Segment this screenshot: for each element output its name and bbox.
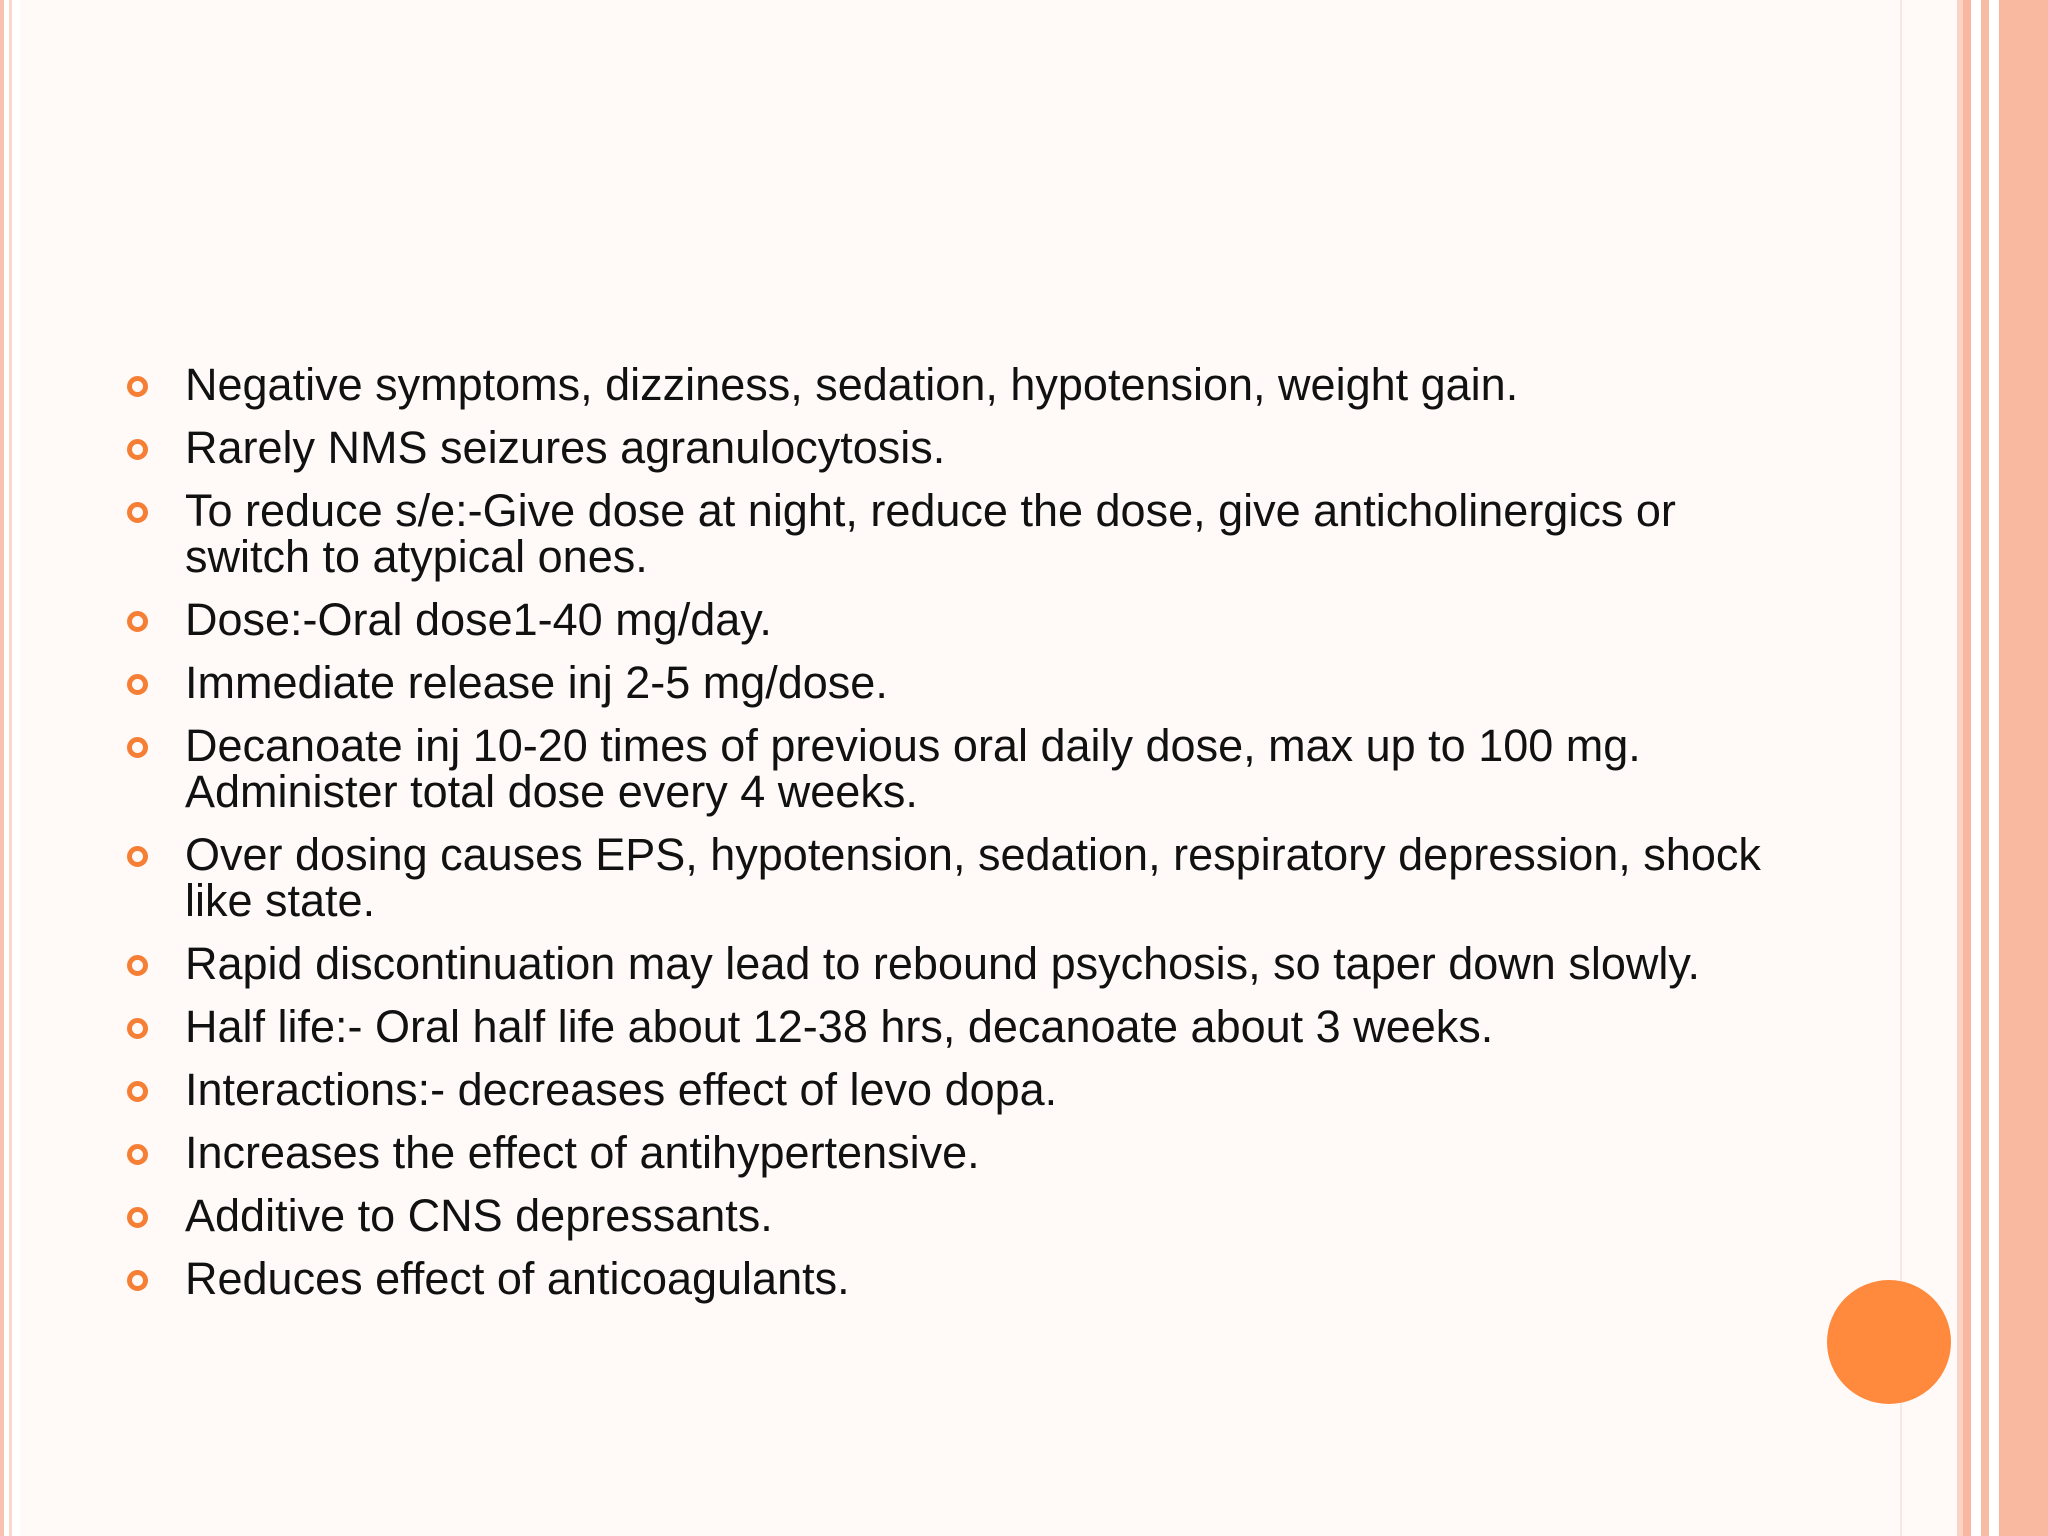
- orange-circle-decoration: [1827, 1280, 1951, 1404]
- left-border-line: [0, 0, 4, 1536]
- bullet-text: Rarely NMS seizures agranulocytosis.: [185, 422, 946, 473]
- list-item: [118, 422, 1798, 473]
- circle-bullet-icon: [127, 846, 148, 867]
- bullet-list: [118, 359, 1798, 1319]
- right-stripe: [1989, 0, 1999, 1536]
- bullet-text: Dose:-Oral dose1-40 mg/day.: [185, 594, 772, 645]
- bullet-text: Immediate release inj 2-5 mg/dose.: [185, 657, 888, 708]
- list-item: [118, 1127, 1798, 1178]
- circle-bullet-icon: [127, 502, 148, 523]
- list-item: [118, 1064, 1798, 1115]
- bullet-text: Over dosing causes EPS, hypotension, sedation, respiratory depression, shock like state.: [185, 829, 1761, 926]
- bullet-text: Rapid discontinuation may lead to rebound psychosis, so taper down slowly.: [185, 938, 1701, 989]
- list-item: [118, 657, 1798, 708]
- bullet-text: Negative symptoms, dizziness, sedation, hypotension, weight gain.: [185, 359, 1519, 410]
- circle-bullet-icon: [127, 439, 148, 460]
- bullet-text: Reduces effect of anticoagulants.: [185, 1253, 850, 1304]
- circle-bullet-icon: [127, 674, 148, 695]
- list-item: [118, 938, 1798, 989]
- right-stripe-wide: [1999, 0, 2048, 1536]
- circle-bullet-icon: [127, 1081, 148, 1102]
- list-item: [118, 829, 1798, 926]
- right-stripe: [1981, 0, 1989, 1536]
- bullet-text: Increases the effect of antihypertensive.: [185, 1127, 980, 1178]
- list-item: [118, 720, 1798, 817]
- circle-bullet-icon: [127, 955, 148, 976]
- bullet-text: To reduce s/e:-Give dose at night, reduce the dose, give anticholinergics or switch to atypical ones.: [185, 485, 1676, 582]
- left-border-line-inner: [9, 0, 12, 1536]
- circle-bullet-icon: [127, 1144, 148, 1165]
- right-stripe: [1971, 0, 1981, 1536]
- circle-bullet-icon: [127, 1207, 148, 1228]
- bullet-text: Half life:- Oral half life about 12-38 hrs, decanoate about 3 weeks.: [185, 1001, 1494, 1052]
- bullet-text: Additive to CNS depressants.: [185, 1190, 773, 1241]
- list-item: [118, 359, 1798, 410]
- bullet-text: Decanoate inj 10-20 times of previous oral daily dose, max up to 100 mg. Administer total dose every 4 weeks.: [185, 720, 1641, 817]
- list-item: [118, 1190, 1798, 1241]
- list-item: [118, 1253, 1798, 1304]
- list-item: [118, 594, 1798, 645]
- bullet-text: Interactions:- decreases effect of levo dopa.: [185, 1064, 1058, 1115]
- circle-bullet-icon: [127, 1270, 148, 1291]
- right-stripe: [1963, 0, 1971, 1536]
- circle-bullet-icon: [127, 376, 148, 397]
- list-item: [118, 485, 1798, 582]
- circle-bullet-icon: [127, 611, 148, 632]
- circle-bullet-icon: [127, 1018, 148, 1039]
- circle-bullet-icon: [127, 737, 148, 758]
- list-item: [118, 1001, 1798, 1052]
